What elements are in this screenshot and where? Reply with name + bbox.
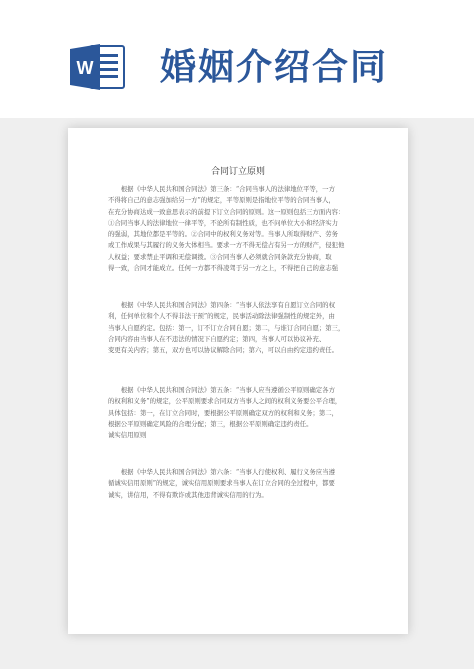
paragraph-line: 根据公平原则确定风险的合理分配；第三，根据公平原则确定违约责任。 [108,419,313,428]
paragraph-line: 合同内容由当事人在不违法的情况下自愿约定；第四，当事人可以协议补充、 [108,334,326,343]
document-page [68,128,408,634]
paragraph-voluntary-principle [108,300,374,356]
paragraph-line: 人权益；要求禁止平调和无偿调拨。③合同当事人必须就合同条款充分协商，取 [108,252,332,261]
paragraph-line: 根据《中华人民共和国合同法》第三条：“合同当事人的法律地位平等，一方 [120,185,335,193]
paragraph-line: 诚实，讲信用，不得有欺诈或其他违背诚实信用的行为。 [108,490,268,499]
paragraph-line: ①合同当事人的法律地位一律平等，不论所有制性质，也不问单位大小和经济实力 [108,218,339,227]
paragraph-line: 具体包括：第一，在订立合同时，要根据公平原则确定双方的权利和义务；第二， [108,408,339,417]
paragraph-line: 当事人自愿约定。包括：第一，订不订立合同自愿；第二，与谁订合同自愿；第三， [108,323,345,332]
paragraph-line: 不得将自己的意志强加给另一方”的规定，平等原则是指地位平等的合同当事人， [108,196,335,205]
paragraph-line: 的强弱，其地位都是平等的。②合同中的权利义务对等。当事人所取得财产、劳务 [108,230,339,239]
document-title: 婚姻介绍合同 [160,47,389,88]
paragraph-line: 的权利和义务”的规定，公平原则要求合同双方当事人之间的权利义务要公平合理， [108,397,342,406]
paragraph-line: 根据《中华人民共和国合同法》第五条：“当事人应当遵循公平原则确定各方 [120,386,335,394]
paragraph-line: 根据《中华人民共和国合同法》第四条：“当事人依法享有自愿订立合同的权 [120,301,335,309]
document-header [0,0,474,118]
paragraph-line: 变更有关内容；第五，双方也可以协议解除合同；第六，可以自由约定违约责任。 [108,346,339,355]
paragraph-line: 循诚实信用原则”的规定，诚实信用原则要求当事人在订立合同的全过程中，都要 [108,479,335,488]
paragraph-line: 诚实信用原则 [108,431,147,440]
paragraph-line: 利，任何单位和个人不得非法干预”的规定，民事活动除法律强制性的规定外，由 [108,312,335,321]
paragraph-line: 得一致，合同才能成立。任何一方都不得凌驾于另一方之上，不得把自己的意志强 [108,264,339,273]
paragraph-equality-principle [108,184,374,274]
svg-text:W: W [76,58,94,78]
paragraph-line: 根据《中华人民共和国合同法》第六条：“当事人行使权利、履行义务应当遵 [120,468,335,476]
paragraph-fairness-principle [108,385,374,441]
microsoft-word-icon [70,42,126,92]
page-heading: 合同订立原则 [210,167,265,177]
paragraph-line: 或工作成果与其履行的义务大体相当。要求一方不得无偿占有另一方的财产，侵犯他 [108,241,345,250]
paragraph-good-faith-principle [108,467,374,501]
paragraph-line: 在充分协商达成一致意思表示的前提下订立合同的原则。这一原则包括三方面内容： [108,207,345,216]
